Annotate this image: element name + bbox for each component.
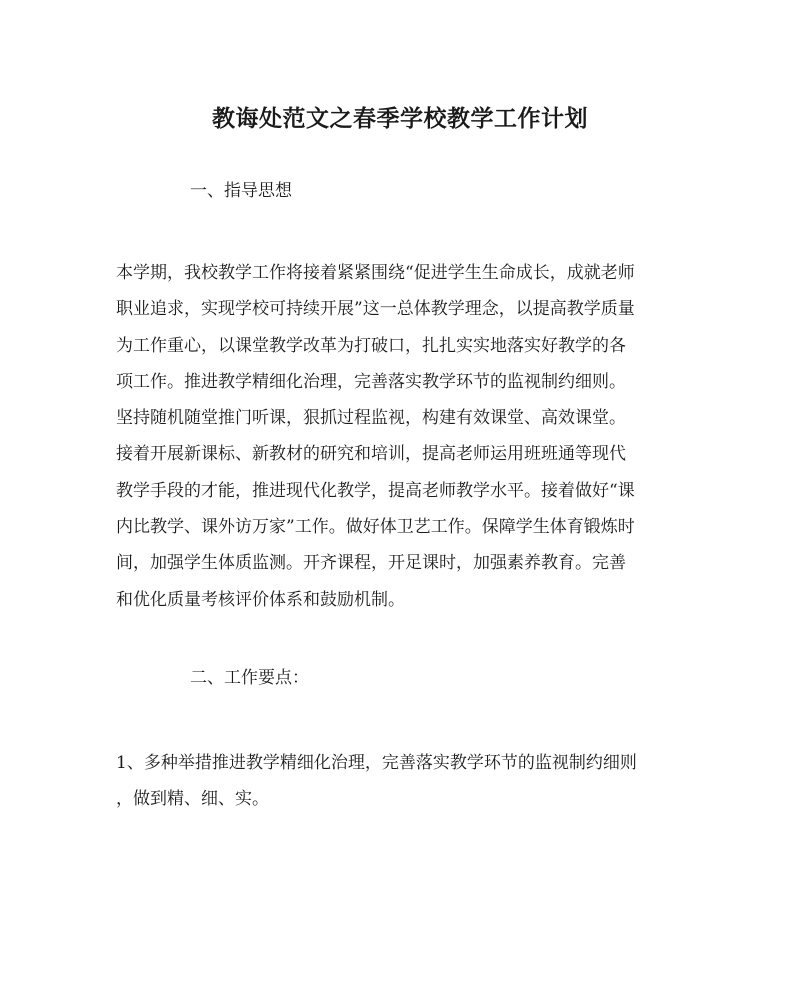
paragraph-line: 间，加强学生体质监测。开齐课程，开足课时，加强素养教育。完善 bbox=[116, 553, 626, 574]
document-title: 教诲处范文之春季学校教学工作计划 bbox=[212, 105, 588, 132]
paragraph-line: 坚持随机随堂推门听课，狠抓过程监视，构建有效课堂、高效课堂。 bbox=[116, 408, 626, 429]
paragraph-line: 和优化质量考核评价体系和鼓励机制。 bbox=[116, 589, 405, 610]
body-paragraph-work-points bbox=[116, 745, 696, 818]
paragraph-line: 1、多种举措推进教学精细化治理，完善落实教学环节的监视制约细则 bbox=[116, 753, 637, 773]
body-paragraph-guiding-ideology bbox=[116, 255, 696, 618]
paragraph-line: 教学手段的才能，推进现代化教学，提高老师教学水平。接着做好“课 bbox=[116, 480, 635, 501]
paragraph-line: 为工作重心，以课堂教学改革为打破口，扎扎实实地落实好教学的各 bbox=[116, 335, 626, 356]
paragraph-line: 内比教学、课外访万家”工作。做好体卫艺工作。保障学生体育锻炼时 bbox=[116, 517, 635, 538]
paragraph-line: 项工作。推进教学精细化治理，完善落实教学环节的监视制约细则。 bbox=[116, 371, 626, 392]
paragraph-line: 本学期，我校教学工作将接着紧紧围绕“促进学生生命成长，成就老师 bbox=[116, 263, 635, 283]
section-heading-guiding-ideology: 一、指导思想 bbox=[190, 181, 292, 201]
paragraph-line: 接着开展新课标、新教材的研究和培训，提高老师运用班班通等现代 bbox=[116, 444, 626, 465]
paragraph-line: 职业追求，实现学校可持续开展”这一总体教学理念，以提高教学质量 bbox=[116, 299, 635, 320]
section-heading-work-points: 二、工作要点： bbox=[190, 668, 309, 688]
paragraph-line: ，做到精、细、实。 bbox=[116, 789, 269, 810]
